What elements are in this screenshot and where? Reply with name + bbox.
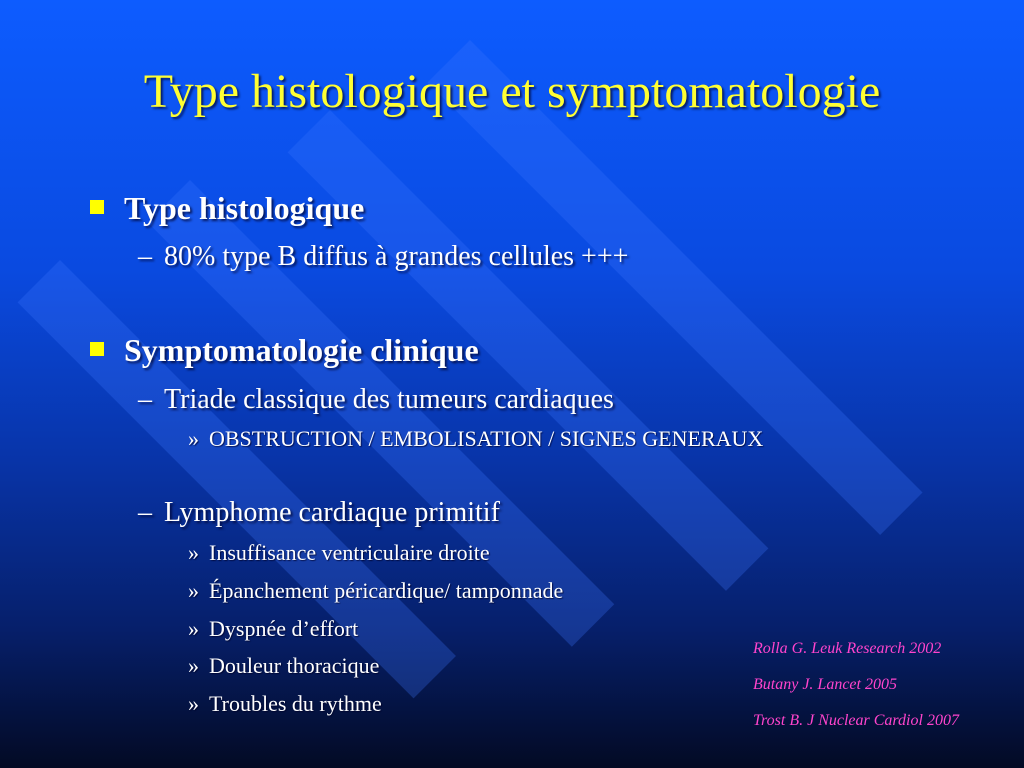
section-heading-label: Symptomatologie clinique bbox=[124, 332, 479, 368]
dash-icon: – bbox=[138, 384, 152, 415]
reference-citation: Trost B. J Nuclear Cardiol 2007 bbox=[753, 712, 959, 729]
sub-list-item bbox=[188, 578, 563, 604]
chevron-icon: » bbox=[188, 653, 199, 678]
list-item bbox=[138, 497, 500, 529]
sub-list-item bbox=[188, 616, 358, 642]
sub-list-item bbox=[188, 540, 490, 566]
list-item-label: Triade classique des tumeurs cardiaques bbox=[164, 384, 614, 415]
list-item-label: 80% type B diffus à grandes cellules +++ bbox=[164, 241, 629, 272]
list-item bbox=[138, 241, 628, 273]
chevron-icon: » bbox=[188, 426, 199, 451]
sub-list-item bbox=[188, 426, 763, 452]
reference-citation: Butany J. Lancet 2005 bbox=[753, 676, 897, 693]
yellow-square-bullet-icon bbox=[90, 342, 104, 356]
list-item bbox=[138, 384, 614, 416]
chevron-icon: » bbox=[188, 691, 199, 716]
dash-icon: – bbox=[138, 241, 152, 272]
yellow-square-bullet-icon bbox=[90, 200, 104, 214]
section-heading-symptomatologie bbox=[90, 332, 479, 369]
sub-list-item-label: Troubles du rythme bbox=[209, 691, 382, 716]
section-heading-histologique bbox=[90, 190, 364, 227]
chevron-icon: » bbox=[188, 540, 199, 565]
section-heading-label: Type histologique bbox=[124, 190, 365, 226]
sub-list-item bbox=[188, 691, 382, 717]
sub-list-item-label: OBSTRUCTION / EMBOLISATION / SIGNES GENERAUX bbox=[209, 426, 764, 451]
sub-list-item-label: Épanchement péricardique/ tamponnade bbox=[209, 578, 564, 603]
chevron-icon: » bbox=[188, 578, 199, 603]
sub-list-item bbox=[188, 653, 379, 679]
list-item-label: Lymphome cardiaque primitif bbox=[164, 497, 500, 528]
sub-list-item-label: Douleur thoracique bbox=[209, 653, 380, 678]
slide-title: Type histologique et symptomatologie bbox=[143, 65, 881, 118]
sub-list-item-label: Insuffisance ventriculaire droite bbox=[209, 540, 490, 565]
reference-citation: Rolla G. Leuk Research 2002 bbox=[753, 640, 942, 657]
dash-icon: – bbox=[138, 497, 152, 528]
sub-list-item-label: Dyspnée d’effort bbox=[209, 616, 359, 641]
chevron-icon: » bbox=[188, 616, 199, 641]
